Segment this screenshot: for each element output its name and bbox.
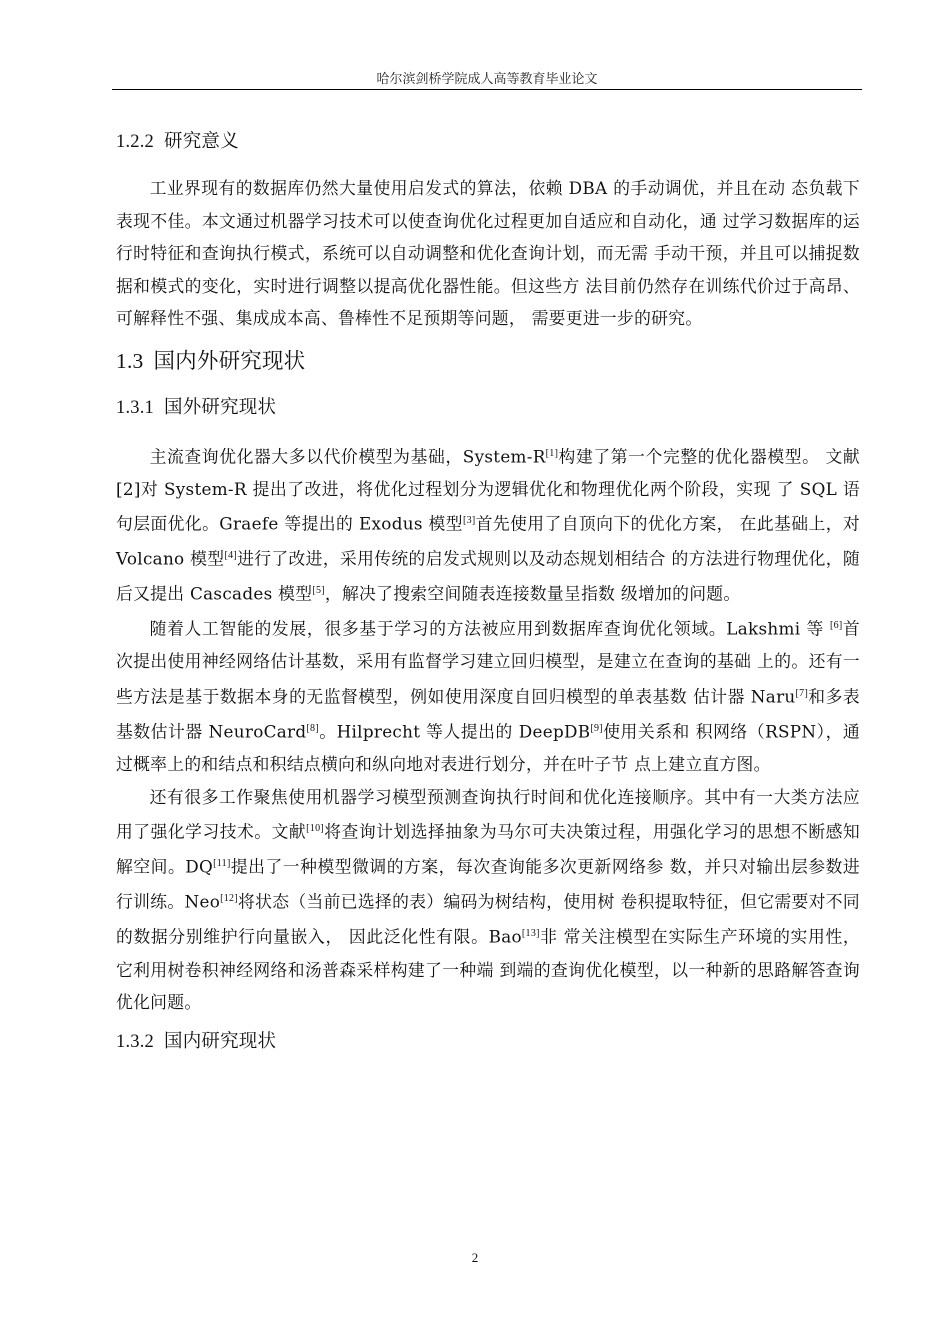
citation-ref: [3] [462,515,476,527]
paragraph-foreign-3 [116,781,860,1019]
text-run: 。Hilprecht 等人提出的 DeepDB [318,721,591,742]
heading-number: 1.3.2 [116,1031,154,1052]
citation-ref: [11] [213,858,231,870]
heading-title: 国内研究现状 [164,1030,277,1052]
text-run: 随着人工智能的发展，很多基于学习的方法被应用到数据库查询优化领域。Lakshmi 等 [149,618,830,639]
heading-title: 国内外研究现状 [153,348,306,374]
citation-ref: [5] [312,585,325,597]
heading-1-2-2 [116,125,860,159]
citation-ref: [6] [829,620,843,632]
text-run: 主流查询优化器大多以代价模型为基础，System-R [149,446,546,467]
citation-ref: [12] [220,893,238,905]
text-run: 和多表基数估计器 NeuroCard [116,686,861,742]
heading-1-3-1 [116,391,860,425]
heading-title: 国外研究现状 [164,396,277,418]
page-number: 2 [471,1250,479,1265]
running-header: 哈尔滨剑桥学院成人高等教育毕业论文 [376,72,598,87]
citation-ref: [8] [306,723,319,735]
page-content [116,125,860,1072]
heading-number: 1.3 [116,348,144,373]
header-rule [112,89,862,90]
citation-ref: [1] [545,447,559,459]
citation-ref: [10] [306,823,325,835]
paragraph-research-significance: 工业界现有的数据库仍然大量使用启发式的算法，依赖 DBA 的手动调优，并且在动 态负载下表现不佳。本文通过机器学习技术可以使查询优化过程更加自适应和自动化，通 过学习数据库的运行时特征和查询执行模式，系统可以自动调整和优化查询计划，而无需 手动干预，并且可以捕捉数据和模式的变化，实时进行调整以提高优化器性能。但这些方 法目前仍然存在训练代价过于高昂、可解释性不强、集成成本高、鲁棒性不足预期等问题， 需要更进一步的研究。 [116,178,860,328]
paragraph-foreign-1 [116,438,860,611]
text-run: 进行了改进，采用传统的启发式规则以及动态规划相结合 的方法进行物理优化，随后又提出 Cascades 模型 [116,548,861,604]
text-run: 首先使用了自顶向下的优化方案， 在此基础上，对 Volcano 模型 [116,513,860,569]
citation-ref: [13] [521,928,540,940]
text-run: 提出了一种模型微调的方案，每次查询能多次更新网络参 数，并只对输出层参数进行训练。Neo [116,856,860,912]
text-run: 非 常关注模型在实际生产环境的实用性，它利用树卷积神经网络和汤普森采样构建了一种端 到端的查询优化模型，以一种新的思路解答查询优化问题。 [116,927,860,1013]
heading-1-3 [116,341,860,382]
text-run: 将查询计划选择抽象为马尔可夫决策过程，用强化学习的思想不断感知解空间。DQ [116,821,860,877]
text-run: 使用关系和 积网络（RSPN），通过概率上的和结点和积结点横向和纵向地对表进行划分，并在叶子节 点上建立直方图。 [116,721,860,775]
text-run: ，解决了搜索空间随表连接数量呈指数 级增加的问题。 [324,583,741,604]
paragraph-foreign-2 [116,610,860,780]
citation-ref: [4] [224,550,238,562]
citation-ref: [7] [795,687,809,699]
text-run: 将状态（当前已选择的表）编码为树结构，使用树 卷积提取特征，但它需要对不同的数据分别维护行向量嵌入， 因此泛化性有限。Bao [116,891,860,948]
text-run: 构建了第一个完整的优化器模型。 文献[2]对 System-R 提出了改进，将优化过程划分为逻辑优化和物理优化两个阶段，实现 了 SQL 语句层面优化。Graefe 等提出的 Exodus 模型 [116,446,860,534]
heading-title: 研究意义 [164,131,239,152]
heading-1-3-2 [116,1025,860,1059]
heading-number: 1.3.1 [116,397,154,418]
text-run: 首次提出使用神经网络估计基数，采用有监督学习建立回归模型，是建立在查询的基础 上的。还有一些方法是基于数据本身的无监督模型，例如使用深度自回归模型的单表基数 估计器 Naru [116,618,860,707]
citation-ref: [9] [590,723,603,735]
text-run: 还有很多工作聚焦使用机器学习模型预测查询执行时间和优化连接顺序。其中有一大类方法应用了强化学习技术。文献 [116,786,860,842]
heading-number: 1.2.2 [116,132,154,152]
